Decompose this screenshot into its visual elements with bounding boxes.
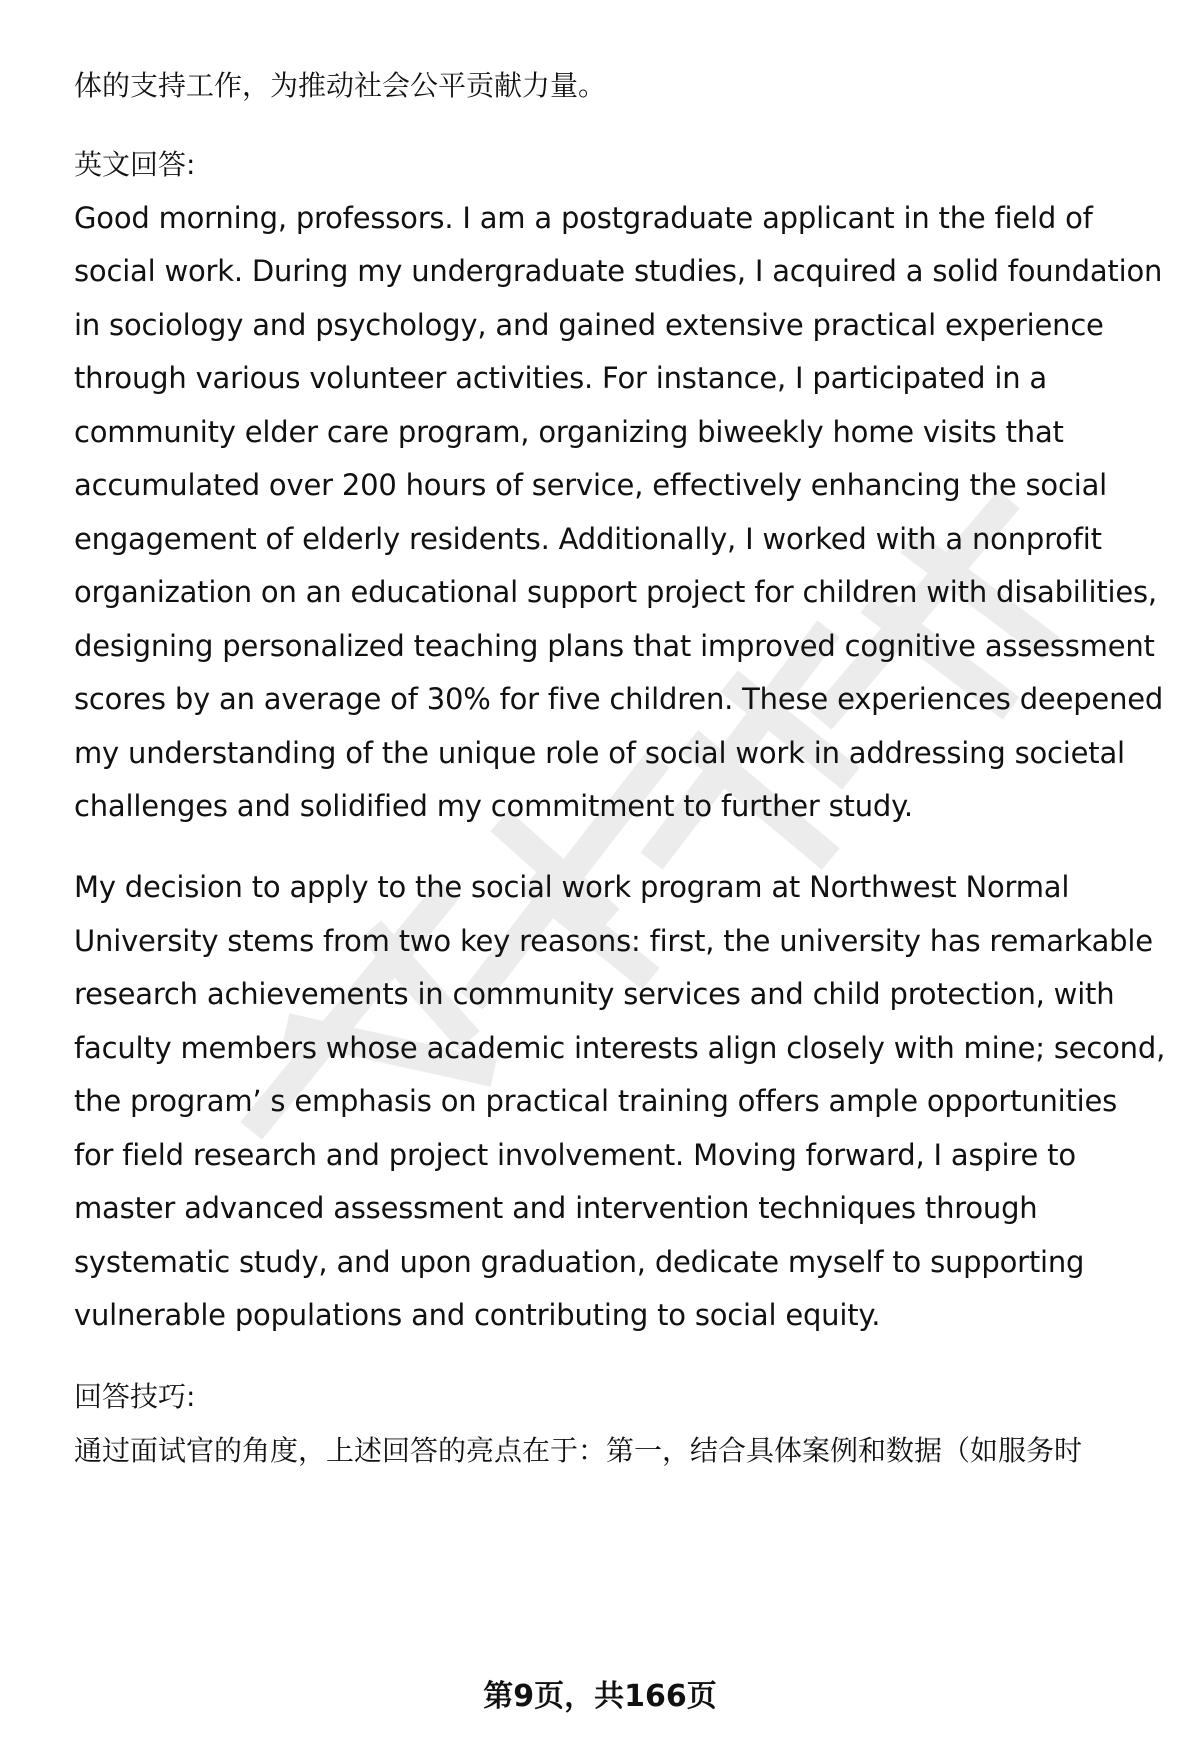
paragraph-line: designing personalized teaching plans that improved cognitive assessment (74, 629, 1155, 663)
paragraph-line: social work. During my undergraduate studies, I acquired a solid foundation (74, 254, 1163, 288)
paragraph-line: engagement of elderly residents. Additionally, I worked with a nonprofit (74, 522, 1102, 556)
answer-tips-text: 通过面试官的角度，上述回答的亮点在于：第一，结合具体案例和数据（如服务时 (74, 1434, 1083, 1467)
answer-tips-heading: 回答技巧: (74, 1380, 196, 1413)
paragraph-line: scores by an average of 30% for five children. These experiences deepened (74, 682, 1164, 716)
intro-text-line: 体的支持工作，为推动社会公平贡献力量。 (74, 69, 607, 102)
paragraph-line: accumulated over 200 hours of service, effectively enhancing the social (74, 468, 1108, 502)
paragraph-line: research achievements in community services and child protection, with (74, 977, 1115, 1011)
english-answer-heading: 英文回答: (74, 148, 196, 181)
paragraph-line: my understanding of the unique role of social work in addressing societal (74, 736, 1125, 770)
paragraph-line: vulnerable populations and contributing to social equity. (74, 1298, 881, 1332)
paragraph-line: master advanced assessment and intervention techniques through (74, 1191, 1038, 1225)
paragraph-line: My decision to apply to the social work program at Northwest Normal (74, 870, 1070, 904)
paragraph-line: in sociology and psychology, and gained extensive practical experience (74, 308, 1104, 342)
paragraph-line: systematic study, and upon graduation, dedicate myself to supporting (74, 1245, 1085, 1279)
paragraph-line: for field research and project involvement. Moving forward, I aspire to (74, 1138, 1076, 1172)
paragraph-line: organization on an educational support project for children with disabilities, (74, 575, 1157, 609)
paragraph-line: the program’ s emphasis on practical training offers ample opportunities (74, 1084, 1118, 1118)
paragraph-line: Good morning, professors. I am a postgraduate applicant in the field of (74, 201, 1093, 235)
paragraph-line: through various volunteer activities. For instance, I participated in a (74, 361, 1047, 395)
paragraph-line: community elder care program, organizing biweekly home visits that (74, 415, 1064, 449)
paragraph-line: challenges and solidified my commitment to further study. (74, 789, 913, 823)
paragraph-line: University stems from two key reasons: first, the university has remarkable (74, 924, 1153, 958)
paragraph-line: faculty members whose academic interests align closely with mine; second, (74, 1031, 1166, 1065)
page-number-indicator: 第9页，共166页 (483, 1679, 717, 1714)
